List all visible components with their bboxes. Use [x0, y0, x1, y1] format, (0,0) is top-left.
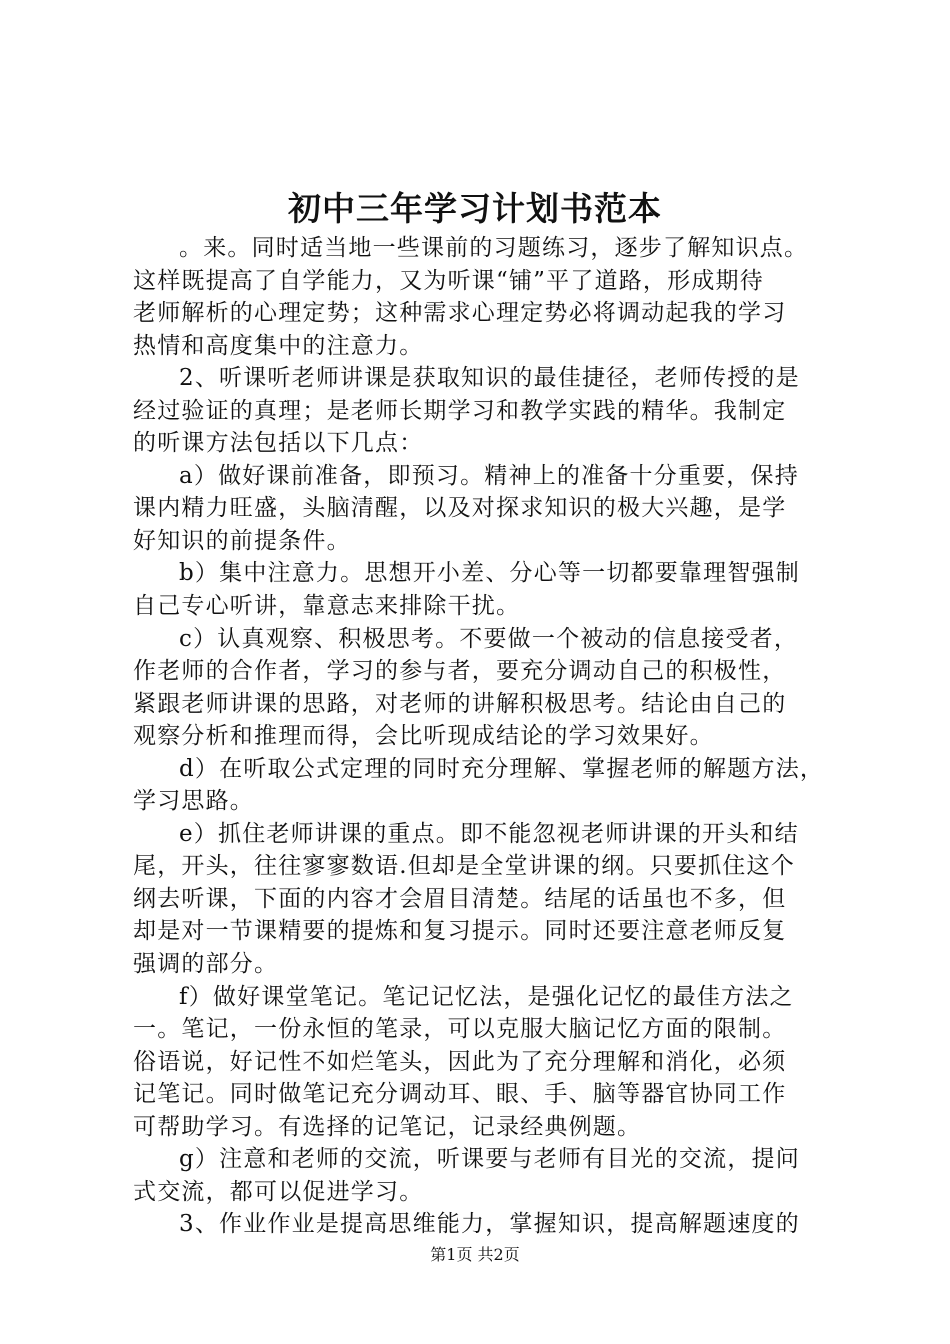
text-line: 观察分析和推理而得，会比听现成结论的学习效果好。	[133, 723, 714, 750]
text-line: f）做好课堂笔记。笔记记忆法，是强化记忆的最佳方法之	[179, 983, 794, 1010]
text-line: 好知识的前提条件。	[133, 527, 351, 554]
text-line: 2、听课听老师讲课是获取知识的最佳捷径，老师传授的是	[179, 365, 800, 392]
document-title: 初中三年学习计划书范本	[288, 189, 662, 228]
text-line: d）在听取公式定理的同时充分理解、掌握老师的解题方法，	[179, 755, 825, 782]
text-line: 热情和高度集中的注意力。	[133, 332, 424, 359]
text-line: a）做好课前准备，即预习。精神上的准备十分重要，保持	[179, 462, 799, 489]
text-line: 紧跟老师讲课的思路，对老师的讲解积极思考。结论由自己的	[133, 690, 787, 717]
text-line: 。来。同时适当地一些课前的习题练习，逐步了解知识点。	[179, 235, 809, 261]
text-line: 却是对一节课精要的提炼和复习提示。同时还要注意老师反复	[133, 918, 787, 945]
text-line: 尾，开头，往往寥寥数语.但却是全堂讲课的纲。只要抓住这个	[133, 853, 795, 880]
text-line: 作老师的合作者，学习的参与者，要充分调动自己的积极性，	[133, 658, 787, 685]
text-line: 一。笔记，一份永恒的笔录，可以克服大脑记忆方面的限制。	[133, 1016, 787, 1043]
text-line: 强调的部分。	[133, 951, 279, 978]
text-line: 课内精力旺盛，头脑清醒，以及对探求知识的极大兴趣，是学	[133, 495, 787, 522]
text-line: 自己专心听讲，靠意志来排除干扰。	[133, 593, 521, 620]
text-line: g）注意和老师的交流，听课要与老师有目光的交流，提问	[179, 1146, 800, 1173]
text-line: 老师解析的心理定势；这种需求心理定势必将调动起我的学习	[133, 300, 787, 327]
text-line: 3、作业作业是提高思维能力，掌握知识，提高解题速度的	[179, 1211, 800, 1238]
text-line: 式交流，都可以促进学习。	[133, 1178, 424, 1205]
text-line: 经过验证的真理；是老师长期学习和教学实践的精华。我制定	[133, 397, 787, 424]
text-line: c）认真观察、积极思考。不要做一个被动的信息接受者，	[179, 625, 799, 652]
text-line: 的听课方法包括以下几点：	[133, 430, 424, 457]
text-line: e）抓住老师讲课的重点。即不能忽视老师讲课的开头和结	[179, 820, 799, 847]
text-line: 学习思路。	[133, 788, 254, 815]
document-body	[133, 232, 833, 1241]
text-line: 纲去听课，下面的内容才会眉目清楚。结尾的话虽也不多，但	[133, 885, 787, 912]
text-line: b）集中注意力。思想开小差、分心等一切都要靠理智强制	[179, 560, 800, 587]
text-line: 这样既提高了自学能力，又为听课“铺”平了道路，形成期待	[133, 267, 764, 294]
text-line: 俗语说，好记性不如烂笔头，因此为了充分理解和消化，必须	[133, 1048, 787, 1075]
page-number-footer: 第1页 共2页	[430, 1245, 520, 1264]
text-line: 可帮助学习。有选择的记笔记，记录经典例题。	[133, 1113, 642, 1140]
text-line: 记笔记。同时做笔记充分调动耳、眼、手、脑等器官协同工作	[133, 1081, 787, 1108]
